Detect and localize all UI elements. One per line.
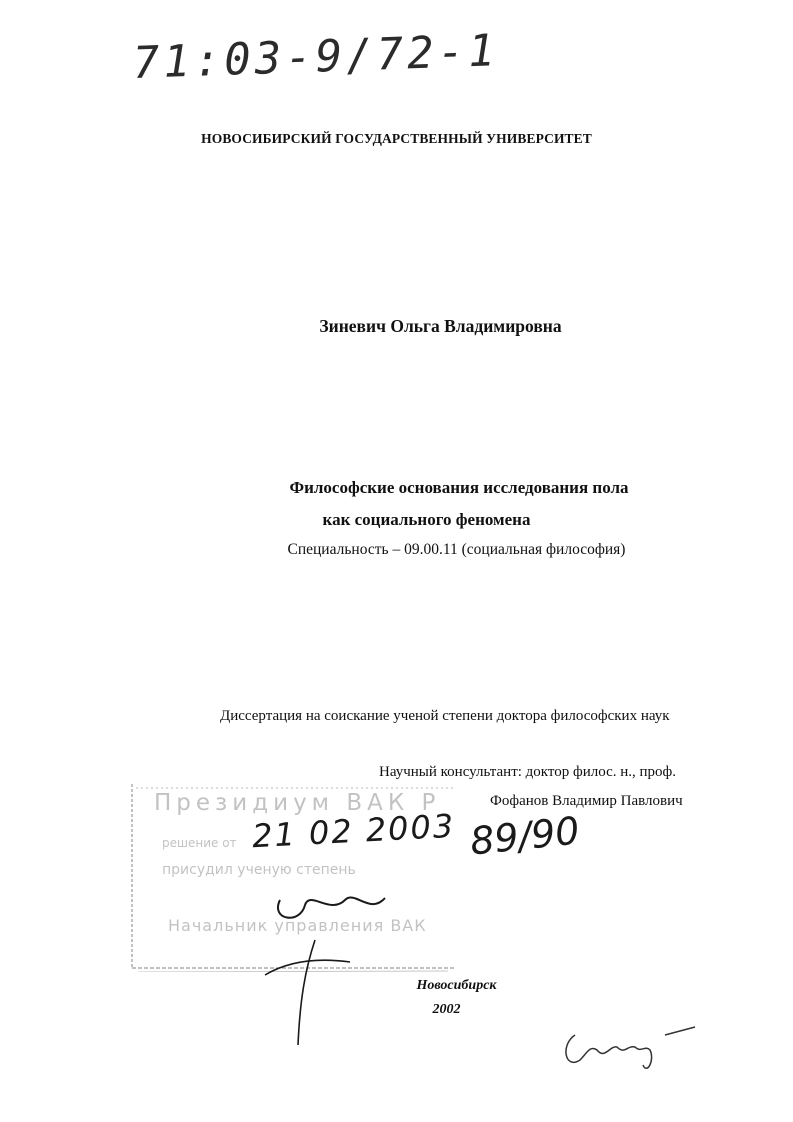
consultant-name: Фофанов Владимир Павлович [490, 793, 683, 809]
title-line-1: Философские основания исследования пола [289, 478, 629, 497]
specialty: Специальность – 09.00.11 (социальная философия) [287, 541, 626, 558]
handwritten-number: 89/90 [468, 808, 582, 864]
stamp-line-3: присудил ученую степень [162, 862, 356, 878]
stamp-line-4: Начальник управления ВАК [168, 916, 427, 935]
handwritten-date: 21 02 2003 [251, 806, 457, 856]
year: 2002 [432, 1002, 461, 1017]
author-name: Зиневич Ольга Владимировна [319, 316, 562, 336]
archive-reference-handwritten: 71:03-9/72-1 [132, 25, 500, 89]
dissertation-statement: Диссертация на соискание ученой степени доктора философских наук [220, 708, 670, 724]
stamp-line-1: Президиум ВАК Р [154, 790, 441, 816]
city: Новосибирск [416, 978, 497, 993]
handwritten-signature [260, 880, 420, 1050]
title-line-2: как социального феномена [322, 510, 531, 529]
consultant-label: Научный консультант: доктор филос. н., проф. [379, 764, 677, 780]
stamp-line-2: решение от [162, 836, 237, 850]
university-name: НОВОСИБИРСКИЙ ГОСУДАРСТВЕННЫЙ УНИВЕРСИТЕТ [201, 131, 592, 146]
